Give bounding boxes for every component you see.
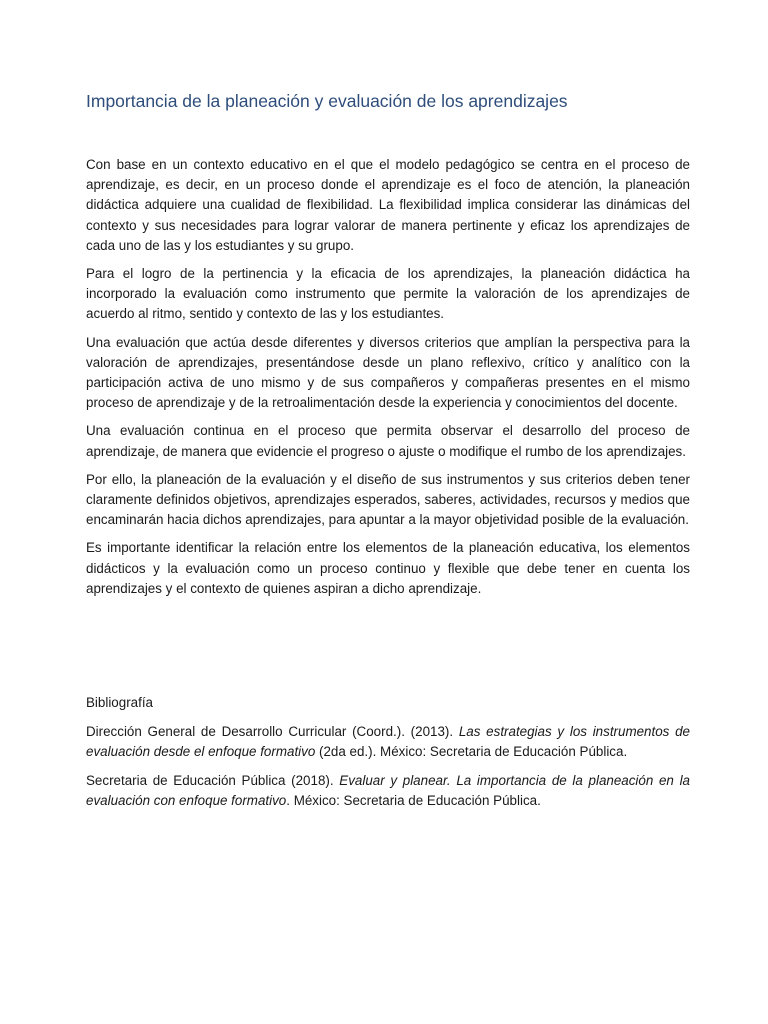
reference-2-text: Secretaria de Educación Pública (2018). [86, 772, 340, 788]
reference-1-title: Las estrategias y los instrumentos de evaluación desde el enfoque formativo [86, 724, 690, 760]
document-body [86, 155, 690, 607]
reference-1 [86, 722, 690, 762]
reference-2 [86, 771, 690, 811]
reference-1-publisher: (2da ed.). México: Secretaria de Educación Pública. [315, 744, 628, 760]
paragraph-2: Para el logro de la pertinencia y la eficacia de los aprendizajes, la planeación didáctica ha incorporado la evaluación como instrumento que permite la valoración de los aprendizajes de acuerdo al ritmo, sentido y contexto de las y los estudiantes. [86, 266, 690, 322]
reference-2-publisher: . México: Secretaria de Educación Pública. [286, 792, 541, 808]
paragraph-6: Es importante identificar la relación entre los elementos de la planeación educativa, los elementos didácticos y la evaluación como un proceso continuo y flexible que debe tener en cuenta los aprendizajes y el contexto de quienes aspiran a dicho aprendizaje. [86, 540, 690, 596]
bibliography-section [86, 693, 690, 819]
paragraph-1: Con base en un contexto educativo en el que el modelo pedagógico se centra en el proceso de aprendizaje, es decir, en un proceso donde el aprendizaje es el foco de atención, la planeación didáctica adquiere una cualidad de flexibilidad. La flexibilidad implica considerar las dinámicas del contexto y sus necesidades para lograr valorar de manera pertinente y eficaz los aprendizajes de cada uno de las y los estudiantes y su grupo. [86, 157, 690, 253]
paragraph-5: Por ello, la planeación de la evaluación y el diseño de sus instrumentos y sus criterios deben tener claramente definidos objetivos, aprendizajes esperados, saberes, actividades, recursos y medios que encaminarán hacia dichos aprendizajes, para apuntar a la mayor objetividad posible de la evaluación. [86, 471, 690, 528]
reference-2-title: Evaluar y planear. La importancia de la planeación en la evaluación con enfoque formativo [86, 772, 690, 808]
document-title: Importancia de la planeación y evaluación de los aprendizajes [86, 91, 568, 111]
bibliography-heading: Bibliografía [86, 695, 153, 710]
reference-1-text: Dirección General de Desarrollo Curricular (Coord.). (2013). [86, 724, 459, 740]
paragraph-4: Una evaluación continua en el proceso que permita observar el desarrollo del proceso de aprendizaje, de manera que evidencie el progreso o ajuste o modifique el rumbo de los aprendizajes. [86, 423, 690, 459]
paragraph-3: Una evaluación que actúa desde diferentes y diversos criterios que amplían la perspectiva para la valoración de aprendizajes, presentándose desde un plano reflexivo, crítico y analítico con la participación activa de uno mismo y de sus compañeros y compañeras presentes en el mismo proceso de aprendizaje y de la retroalimentación desde la experiencia y conocimientos del docente. [86, 334, 690, 411]
